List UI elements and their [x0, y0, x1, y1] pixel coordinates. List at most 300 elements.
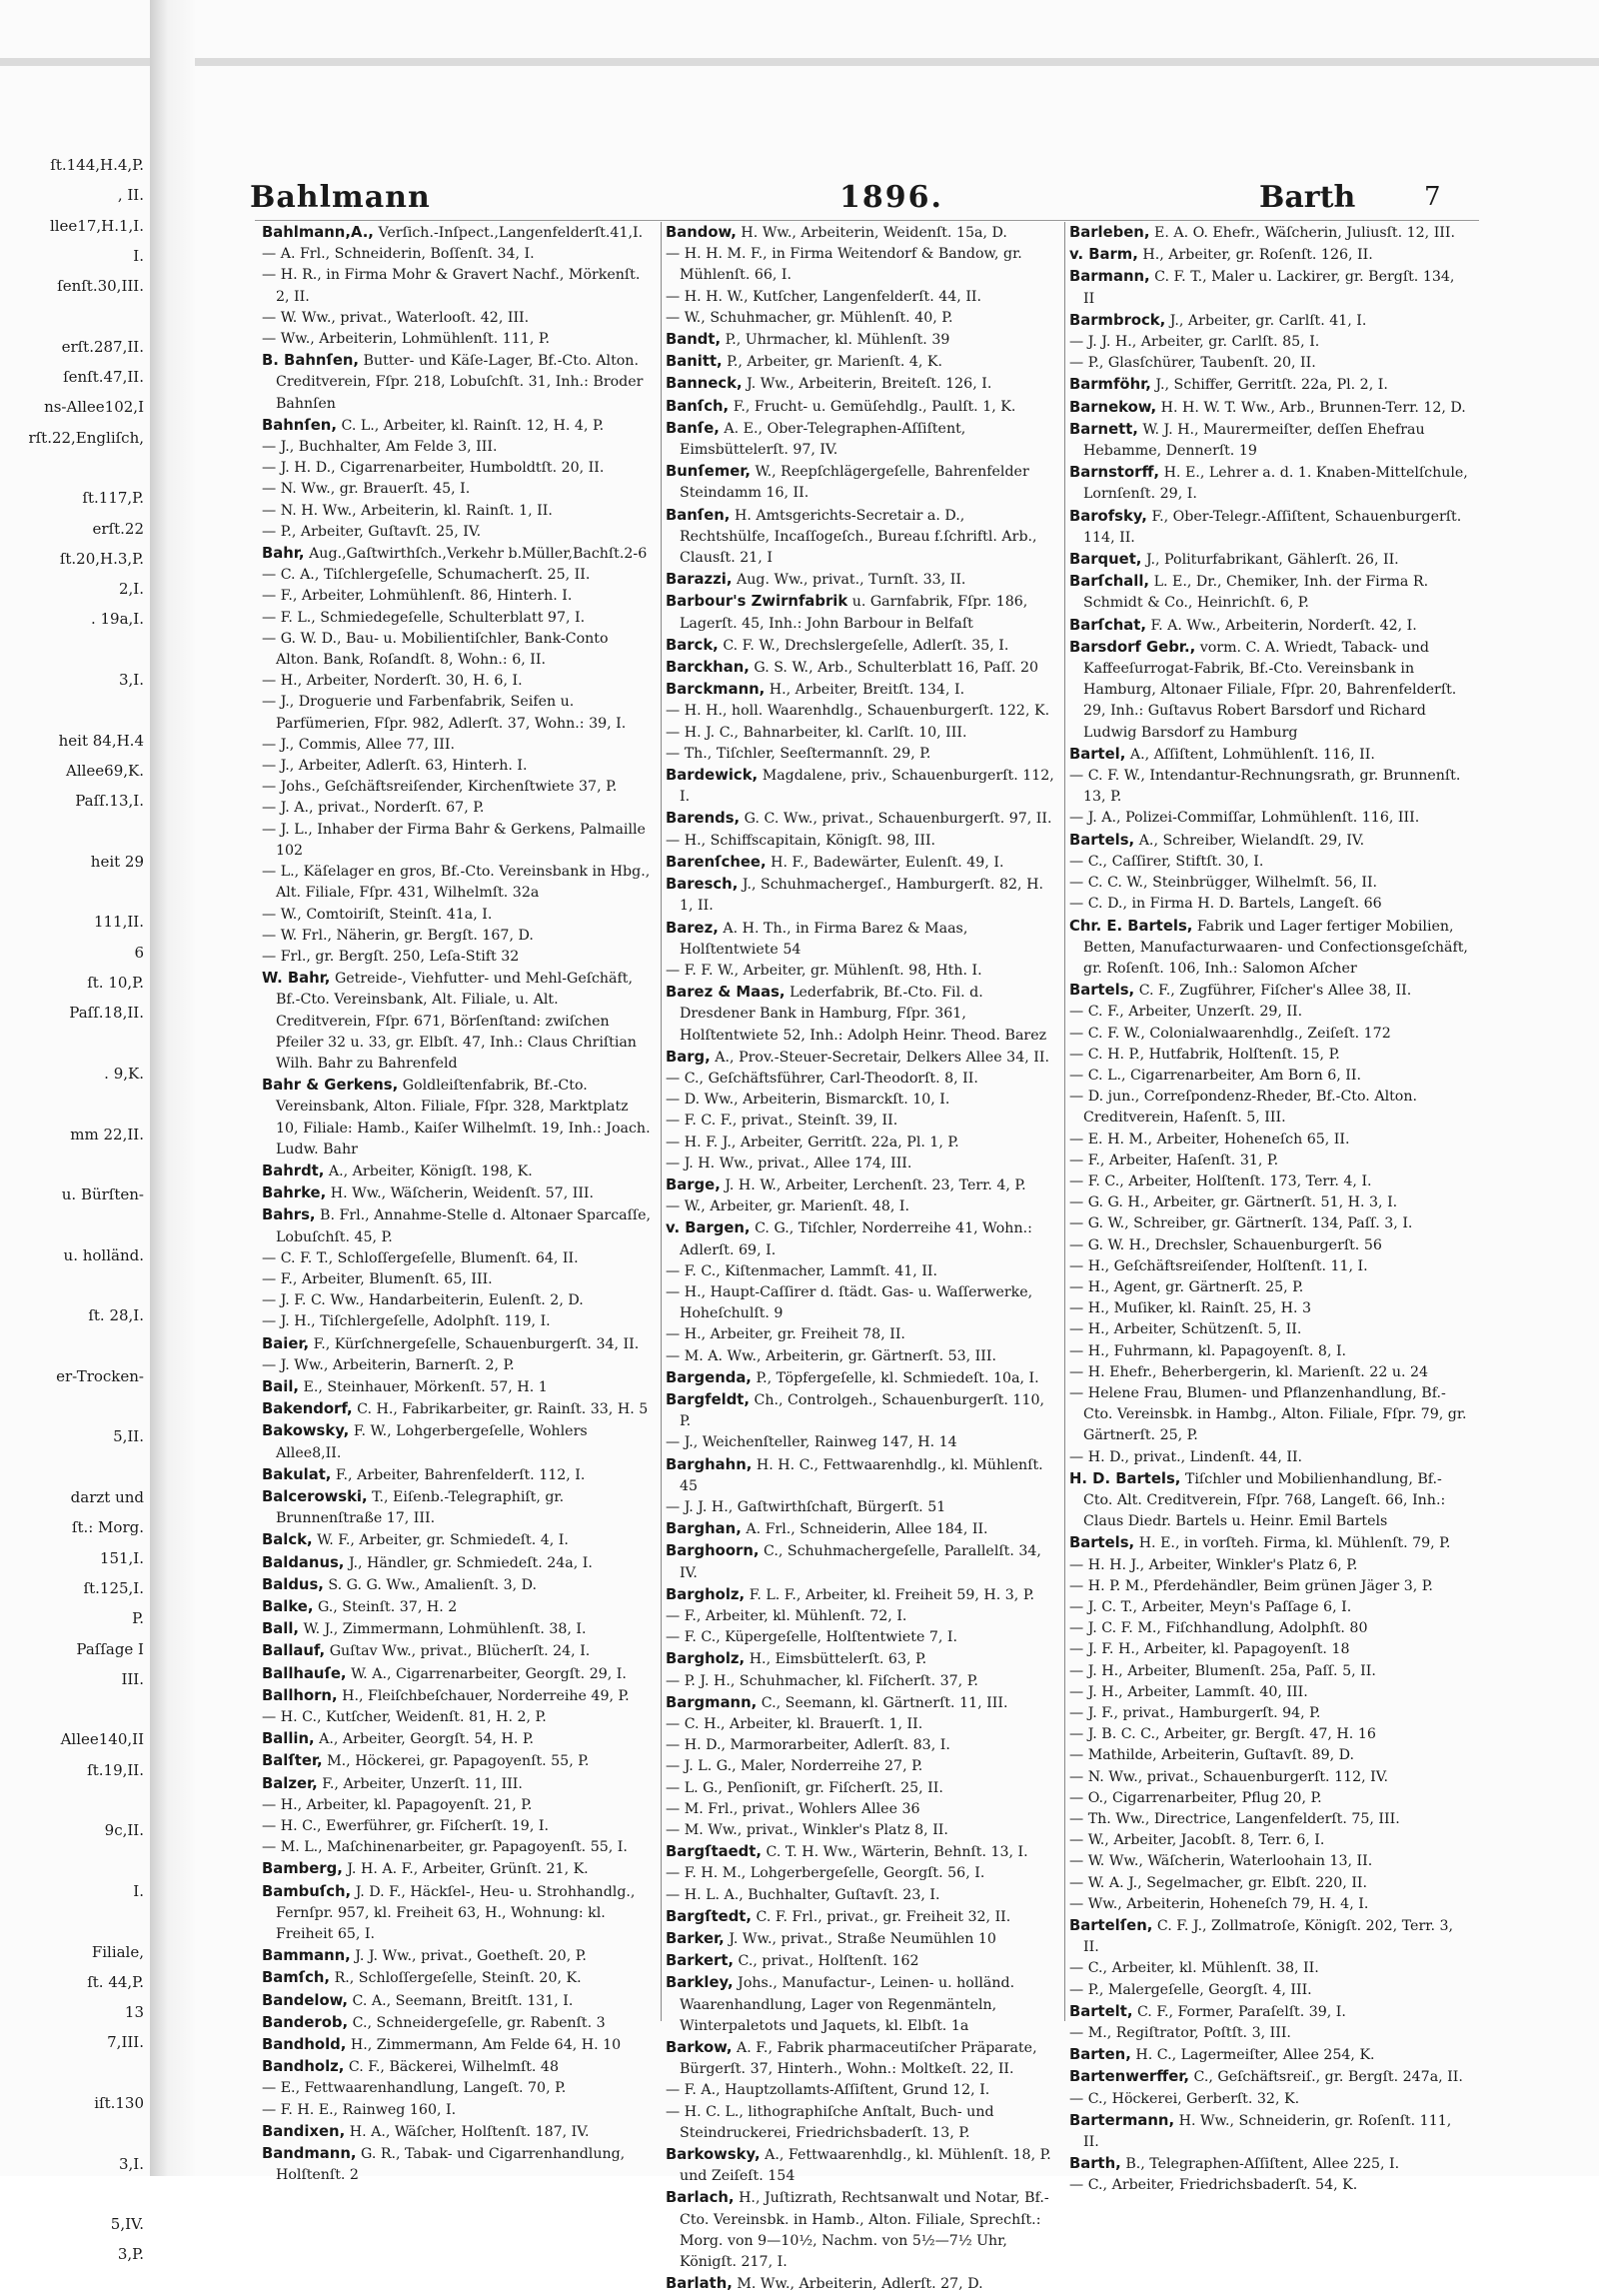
directory-entry	[262, 798, 654, 819]
directory-entry	[1069, 1192, 1469, 1213]
entry-details: H. Ww., Wäſcherin, Weidenſt. 57, III.	[330, 1185, 595, 1202]
entry-details: J. J. Ww., privat., Goetheſt. 20, P.	[355, 1948, 587, 1965]
entry-details: B., Telegraphen-Aſſiſtent, Allee 225, I.	[1125, 2156, 1400, 2173]
directory-entry	[262, 1795, 654, 1816]
directory-entry	[262, 1529, 654, 1551]
entry-details: M., Höckerei, gr. Papagoyenſt. 55, P.	[327, 1753, 590, 1770]
entry-surname: Barth,	[1069, 2155, 1121, 2173]
left-page-line	[0, 1209, 150, 1239]
entry-surname: Barge,	[666, 1175, 721, 1193]
entry-details: — J. J. H., Gaſtwirthſchaft, Bürgerſt. 51	[666, 1498, 946, 1515]
directory-entry	[262, 479, 654, 500]
left-page-line: 111,II.	[93, 913, 144, 932]
directory-entry	[1069, 1447, 1469, 1468]
directory-entry	[262, 244, 654, 265]
directory-entry	[262, 926, 654, 947]
entry-surname: Barckhan,	[666, 659, 750, 677]
directory-entry	[666, 1692, 1057, 1714]
directory-entry	[262, 820, 654, 862]
entry-surname: Barckmann,	[666, 681, 766, 699]
directory-entry	[1069, 571, 1469, 614]
entry-details: — J. F. C. Ww., Handarbeiterin, Eulenſt. 2, D.	[262, 1292, 584, 1309]
left-page-line: . 9,K.	[104, 1064, 144, 1083]
directory-entry	[262, 1618, 654, 1640]
entry-details: u. Garnfabrik, Fſpr. 186, Lagerſt. 45, Inh.: John Barbour in Belfaſt	[680, 594, 1028, 632]
directory-entry	[666, 1174, 1057, 1196]
entry-details: — H. D., Marmorarbeiter, Adlerſt. 83, I.	[666, 1737, 950, 1754]
entry-details: A. Frl., Schneiderin, Allee 184, II.	[746, 1521, 988, 1538]
header-left-catchword: Bahlmann	[250, 180, 431, 215]
directory-entry	[262, 756, 654, 777]
left-page-fragment	[0, 150, 150, 2264]
entry-surname: Bartelſen,	[1069, 1917, 1153, 1935]
entry-details: Johs., Manufactur-, Leinen- u. holländ. Waarenhandlung, Lager von Regenmänteln, Winterpaletots und Jaquets, kl. Elbſt. 1a	[680, 1975, 1015, 2034]
directory-entry	[262, 1663, 654, 1685]
directory-entry	[262, 2034, 654, 2056]
entry-details: — C. L., Cigarrenarbeiter, Am Born 6, II.	[1069, 1067, 1362, 1084]
entry-details: — W. Frl., Näherin, gr. Bergſt. 167, D.	[262, 927, 534, 944]
entry-details: H. C., Lagermeiſter, Allee 254, K.	[1135, 2047, 1375, 2064]
entry-surname: Bamſch,	[262, 1969, 331, 1987]
directory-entry	[262, 1248, 654, 1269]
entry-details: M. Ww., Arbeiterin, Adlerſt. 27, D.	[737, 2276, 983, 2293]
entry-surname: Balcerowski,	[262, 1487, 368, 1505]
directory-entry	[666, 2037, 1057, 2080]
entry-details: — H., Muſiker, kl. Rainſt. 25, H. 3	[1069, 1300, 1312, 1317]
directory-entry	[666, 657, 1057, 679]
directory-entry	[666, 1432, 1057, 1453]
directory-entry	[1069, 1809, 1469, 1830]
directory-entry	[1069, 222, 1469, 244]
entry-details: — W. A. J., Segelmacher, gr. Elbſt. 220, II.	[1069, 1874, 1368, 1891]
left-page-line: Allee69,K.	[65, 761, 144, 780]
entry-surname: Bartermann,	[1069, 2111, 1175, 2129]
entry-details: — J., Weichenſteller, Rainweg 147, H. 14	[666, 1434, 957, 1451]
left-page-line: 7,III.	[107, 2033, 144, 2052]
entry-details: — J. L., Inhaber der Firma Bahr & Gerkens, Palmaille 102	[262, 821, 646, 859]
left-page-line: I.	[133, 1881, 144, 1900]
directory-entry	[1069, 549, 1469, 571]
directory-entry	[262, 1773, 654, 1795]
left-page-line	[0, 2118, 150, 2148]
left-page-line	[0, 1391, 150, 1421]
entry-details: W. J. H., Maurermeiſter, deſſen Ehefrau Hebamme, Dennerſt. 19	[1083, 421, 1425, 460]
entry-surname: Ballin,	[262, 1730, 315, 1748]
entry-details: — J. H. Ww., privat., Allee 174, III.	[666, 1154, 912, 1171]
entry-surname: Balzer,	[262, 1774, 318, 1792]
entry-details: C., privat., Holſtenſt. 162	[738, 1953, 919, 1970]
entry-details: — J. Ww., Arbeiterin, Barnerſt. 2, P.	[262, 1356, 515, 1373]
entry-surname: Barſchall,	[1069, 573, 1150, 591]
entry-details: — H. Ehefr., Beherbergerin, kl. Marienſt. 22 u. 24	[1069, 1363, 1429, 1380]
directory-entry	[262, 2121, 654, 2143]
directory-entry	[1069, 1703, 1469, 1724]
entry-details: H. H. W. T. Ww., Arb., Brunnen-Terr. 12, D.	[1160, 399, 1466, 416]
left-page-line: heit 84,H.4	[58, 731, 144, 750]
directory-entry	[1069, 1319, 1469, 1340]
directory-entry	[666, 1389, 1057, 1432]
entry-details: — M. Ww., privat., Winkler's Platz 8, II.	[666, 1822, 948, 1839]
entry-surname: Barkow,	[666, 2039, 733, 2057]
entry-surname: Bandt,	[666, 331, 722, 349]
entry-details: C. F. T., Maler u. Lackirer, gr. Bergſt. 134, II	[1083, 269, 1455, 307]
left-page-line: darzt und	[70, 1488, 144, 1507]
left-page-line: Allee140,II	[60, 1730, 144, 1749]
directory-entry	[1069, 1661, 1469, 1682]
entry-details: — H., Arbeiter, kl. Papagoyenſt. 21, P.	[262, 1796, 533, 1813]
entry-surname: Ballhauſe,	[262, 1664, 347, 1682]
entry-surname: Barghoorn,	[666, 1542, 760, 1560]
entry-surname: Barmbrock,	[1069, 311, 1166, 329]
entry-details: — H. R., in Firma Mohr & Gravert Nachf., Mörkenſt. 2, II.	[262, 267, 641, 305]
directory-entry	[262, 543, 654, 565]
entry-details: — M. L., Maſchinenarbeiter, gr. Papagoyenſt. 55, I.	[262, 1839, 628, 1856]
entry-details: J. H. W., Arbeiter, Lerchenſt. 23, Terr. 4, P.	[725, 1176, 1026, 1193]
entry-details: — J., Arbeiter, Adlerſt. 63, Hinterh. I.	[262, 758, 528, 775]
directory-entry	[262, 1881, 654, 1946]
entry-details: H. A., Wäſcher, Holſtenſt. 187, IV.	[349, 2123, 590, 2140]
entry-details: G. C. Ww., privat., Schauenburgerſt. 97, II.	[744, 811, 1052, 828]
entry-surname: Bargmann,	[666, 1693, 758, 1711]
directory-entry	[666, 744, 1057, 765]
entry-details: — P., Arbeiter, Guſtavſt. 25, IV.	[262, 523, 482, 540]
entry-surname: Bargſtaedt,	[666, 1843, 762, 1861]
entry-details: A. E., Ober-Telegraphen-Aſſiſtent, Eimsbüttelerſt. 97, IV.	[680, 420, 966, 459]
entry-details: — J., Buchhalter, Am Felde 3, III.	[262, 439, 498, 456]
directory-entry	[666, 1346, 1057, 1367]
entry-details: P., Töpfergeſelle, kl. Schmiedeſt. 10a, I.	[756, 1369, 1039, 1386]
entry-details: H., Eimsbüttelerſt. 63, P.	[749, 1651, 927, 1668]
entry-details: A., Fettwaarenhdlg., kl. Mühlenſt. 18, P. und Zeiſeſt. 154	[680, 2147, 1051, 2185]
entry-surname: Bandmann,	[262, 2145, 357, 2163]
directory-entry	[666, 1584, 1057, 1606]
entry-details: G. S. W., Arb., Schulterblatt 16, Paſſ. 20	[754, 660, 1039, 677]
entry-details: A. F., Fabrik pharmaceutiſcher Präparate, Bürgerſt. 37, Hinterh., Wohn.: Moltkeſt. 22, II.	[680, 2040, 1037, 2078]
directory-entry	[262, 1269, 654, 1290]
directory-entry	[666, 1047, 1057, 1069]
entry-details: — J., Droguerie und Farbenfabrik, Seifen u. Parfümerien, Fſpr. 982, Adlerſt. 37, Wohn.: 39, I.	[262, 694, 627, 732]
left-page-line	[0, 1331, 150, 1361]
directory-entry	[1069, 1213, 1469, 1234]
entry-details: — P., Glasſchürer, Taubenſt. 20, II.	[1069, 355, 1316, 372]
directory-entry	[1069, 2153, 1469, 2175]
directory-entry	[1069, 1341, 1469, 1362]
entry-details: — F., Arbeiter, Blumenſt. 65, III.	[262, 1270, 493, 1287]
left-page-line	[0, 301, 150, 331]
directory-entry	[262, 671, 654, 692]
directory-entry	[666, 222, 1057, 244]
entry-details: G. R., Tabak- und Cigarrenhandlung, Holſtenſt. 2	[276, 2146, 626, 2184]
directory-entry	[1069, 1745, 1469, 1766]
directory-entry	[666, 505, 1057, 570]
directory-entry	[1069, 1767, 1469, 1788]
directory-entry	[1069, 637, 1469, 744]
entry-details: — H. P. M., Pferdehändler, Beim grünen Jäger 3, P.	[1069, 1577, 1433, 1594]
entry-surname: Bahrke,	[262, 1184, 327, 1202]
entry-details: — C. C. W., Steinbrügger, Wilhelmſt. 56, II.	[1069, 875, 1378, 892]
directory-entry	[1069, 1958, 1469, 1979]
entry-details: — W., Comtoiriſt, Steinſt. 41a, I.	[262, 906, 493, 923]
left-page-line	[0, 2179, 150, 2209]
entry-details: Guſtav Ww., privat., Blücherſt. 24, I.	[329, 1643, 591, 1660]
directory-entry	[262, 437, 654, 458]
left-page-line: 3,P.	[117, 2245, 144, 2264]
entry-surname: W. Bahr,	[262, 970, 331, 988]
page-header	[250, 180, 1479, 220]
entry-details: — Ww., Arbeiterin, Hoheneſch 79, H. 4, I.	[1069, 1895, 1369, 1912]
entry-details: — M. A. Ww., Arbeiterin, gr. Gärtnerſt. 53, III.	[666, 1347, 996, 1364]
entry-details: — G. W., Schreiber, gr. Gärtnerſt. 134, Paſſ. 3, I.	[1069, 1215, 1413, 1232]
left-page-line: I.	[133, 246, 144, 265]
directory-entry	[262, 1640, 654, 1662]
entry-surname: Ballauf,	[262, 1642, 326, 1660]
entry-details: — H. D., privat., Lindenſt. 44, II.	[1069, 1448, 1303, 1465]
entry-details: F., Ober-Telegr.-Aſſiſtent, Schauenburgerſt. 114, II.	[1083, 508, 1462, 546]
header-right-catchword: Barth	[1259, 180, 1356, 215]
entry-surname: Bargenda,	[666, 1368, 752, 1386]
left-page-line	[0, 635, 150, 665]
entry-details: H. Ww., Schneiderin, gr. Roſenſt. 111, II.	[1083, 2112, 1452, 2151]
directory-entry	[666, 2187, 1057, 2273]
left-page-line: ſt.144,H.4,P.	[50, 156, 144, 174]
directory-entry	[666, 982, 1057, 1047]
directory-entry	[1069, 1087, 1469, 1129]
left-page-line: u. Bürſten-	[61, 1185, 144, 1204]
directory-entry	[262, 329, 654, 350]
directory-entry	[262, 1858, 654, 1880]
entry-details: — N. Ww., privat., Schauenburgerſt. 112, IV.	[1069, 1768, 1389, 1785]
entry-details: H. H. C., Fettwaarenhdlg., kl. Mühlenſt. 45	[680, 1456, 1043, 1494]
directory-entry	[262, 2056, 654, 2078]
directory-entry	[1069, 894, 1469, 915]
entry-surname: Bartels,	[1069, 1534, 1135, 1552]
entry-details: — J., Commis, Allee 77, III.	[262, 736, 455, 753]
directory-entry	[666, 461, 1057, 504]
entry-details: — H., Agent, gr. Gärtnerſt. 25, P.	[1069, 1278, 1304, 1295]
entry-details: A., Arbeiter, Georgſt. 54, H. P.	[319, 1731, 535, 1748]
directory-entry	[262, 1945, 654, 1967]
directory-entry	[1069, 374, 1469, 396]
directory-entry	[262, 522, 654, 543]
entry-details: — H., Arbeiter, Norderſt. 30, H. 6, I.	[262, 673, 523, 690]
entry-details: — Johs., Geſchäftsreiſender, Kirchenſtwiete 37, P.	[262, 779, 618, 796]
left-page-line: 5,IV.	[110, 2215, 144, 2234]
entry-details: — J. A., privat., Norderſt. 67, P.	[262, 800, 485, 817]
directory-entry	[666, 1756, 1057, 1777]
entry-surname: Baldanus,	[262, 1553, 345, 1571]
directory-column-2	[666, 222, 1057, 2293]
entry-details: Tiſchler und Mobilienhandlung, Bf.-Cto. Alt. Creditverein, Fſpr. 768, Langeſt. 66, Inh.: Claus Diedr. Bartels u. Heinr. Emil Bartels	[1083, 1470, 1446, 1530]
directory-entry	[262, 501, 654, 522]
directory-entry	[666, 918, 1057, 961]
entry-surname: Barker,	[666, 1930, 725, 1948]
entry-details: — H. H. M. F., in Firma Weitendorf & Bandow, gr. Mühlenſt. 66, I.	[666, 246, 1022, 284]
entry-details: — J. H., Tiſchlergeſelle, Adolphſt. 119, I.	[262, 1313, 551, 1330]
directory-entry	[1069, 1639, 1469, 1660]
entry-surname: Bammann,	[262, 1947, 351, 1965]
entry-details: C., Seemann, kl. Gärtnerſt. 11, III.	[761, 1694, 1008, 1711]
entry-surname: Barbour's Zwirnfabrik	[666, 593, 848, 611]
entry-details: — C. H. P., Hutfabrik, Holſtenſt. 15, P.	[1069, 1046, 1340, 1063]
entry-details: A., Aſſiſtent, Lohmühlenſt. 116, II.	[1129, 746, 1375, 763]
column-divider	[661, 222, 662, 2021]
left-page-line: 3,I.	[118, 2154, 144, 2173]
entry-details: W. F., Arbeiter, gr. Schmiedeſt. 4, I.	[317, 1532, 569, 1549]
left-page-line: 9c,II.	[104, 1821, 144, 1840]
directory-entry	[1069, 744, 1469, 766]
entry-details: H., Arbeiter, Breitſt. 134, I.	[769, 682, 965, 699]
entry-details: — F. F. W., Arbeiter, gr. Mühlenſt. 98, Hth. I.	[666, 962, 982, 979]
entry-details: H., Fleiſchbeſchauer, Norderreihe 49, P.	[342, 1687, 630, 1704]
entry-details: — W., Schuhmacher, gr. Mühlenſt. 40, P.	[666, 309, 953, 326]
entry-details: C. F., Zugführer, Fiſcher's Allee 38, II.	[1138, 983, 1412, 1000]
entry-details: F., Kürſchnergeſelle, Schauenburgerſt. 34, II.	[313, 1335, 640, 1352]
entry-surname: Barſchat,	[1069, 616, 1146, 634]
directory-entry	[1069, 1873, 1469, 1894]
left-page-line: ns-Allee102,I	[44, 398, 144, 417]
directory-entry	[1069, 2089, 1469, 2110]
entry-surname: Barnekow,	[1069, 398, 1157, 416]
entry-surname: Bartels,	[1069, 982, 1135, 1000]
entry-details: H., Arbeiter, gr. Roſenſt. 126, II.	[1142, 247, 1373, 264]
left-page-line: erſt.287,II.	[61, 337, 144, 356]
entry-details: — F., Arbeiter, Lohmühlenſt. 86, Hinterh. I.	[262, 588, 573, 605]
entry-surname: Bahr & Gerkens,	[262, 1077, 399, 1095]
directory-column-1	[262, 222, 654, 2184]
entry-details: — H., Fuhrmann, kl. Papagoyenſt. 8, I.	[1069, 1342, 1347, 1359]
directory-entry	[1069, 419, 1469, 462]
directory-entry	[1069, 1682, 1469, 1703]
directory-entry	[666, 1799, 1057, 1820]
entry-details: — G. G. H., Arbeiter, gr. Gärtnerſt. 51, H. 3, I.	[1069, 1194, 1398, 1211]
left-page-line: ſenſt.47,II.	[63, 368, 144, 387]
left-page-line	[0, 1694, 150, 1724]
entry-details: — C., Caſſirer, Stiftſt. 30, I.	[1069, 853, 1264, 870]
entry-surname: Barten,	[1069, 2046, 1131, 2064]
entry-surname: Barck,	[666, 636, 719, 654]
column-divider	[1064, 222, 1065, 2021]
left-page-line: rſt.22,Engliſch,	[28, 428, 144, 447]
entry-details: — G. W. H., Drechsler, Schauenburgerſt. 56	[1069, 1236, 1382, 1253]
directory-entry	[666, 1606, 1057, 1627]
directory-entry	[666, 1153, 1057, 1174]
entry-details: F., Frucht- u. Gemüſehdlg., Paulſt. 1, K.	[733, 398, 1016, 415]
directory-entry	[1069, 1277, 1469, 1298]
directory-entry	[262, 1182, 654, 1204]
directory-entry	[262, 947, 654, 968]
directory-entry	[666, 1735, 1057, 1756]
directory-entry	[666, 1497, 1057, 1518]
entry-details: — H. C., Kutſcher, Weidenſt. 81, H. 2, P.	[262, 1709, 547, 1726]
entry-details: — H., Geſchäftsreiſender, Holſtenſt. 11, I.	[1069, 1257, 1368, 1274]
entry-details: — H. C., Ewerführer, gr. Fiſcherſt. 19, I.	[262, 1818, 549, 1835]
entry-surname: v. Barm,	[1069, 246, 1138, 264]
directory-entry	[262, 2143, 654, 2186]
directory-entry	[666, 591, 1057, 634]
entry-surname: Bargfeldt,	[666, 1390, 750, 1408]
left-page-line	[0, 1906, 150, 1936]
entry-details: — C. A., Tiſchlergeſelle, Schumacherſt. 25, II.	[262, 567, 591, 584]
left-page-line: III.	[121, 1669, 144, 1688]
directory-entry	[262, 350, 654, 415]
directory-entry	[666, 1133, 1057, 1153]
directory-entry	[262, 608, 654, 629]
entry-details: — H., Haupt-Caſſirer d. ſtädt. Gas- u. Waſſerwerke, Hoheſchulſt. 9	[666, 1283, 1033, 1322]
directory-entry	[666, 1928, 1057, 1950]
directory-entry	[1069, 2023, 1469, 2044]
entry-details: H. E., in vorſteh. Firma, kl. Mühlenſt. 79, P.	[1138, 1535, 1451, 1552]
directory-entry	[666, 635, 1057, 657]
entry-details: — W., Arbeiter, gr. Marienſt. 48, I.	[666, 1198, 910, 1215]
entry-surname: Banſen,	[666, 506, 731, 524]
directory-entry	[666, 373, 1057, 395]
directory-entry	[262, 692, 654, 734]
left-page-line: Paſſage I	[76, 1639, 144, 1658]
left-page-line: iſt.130	[94, 2094, 144, 2112]
left-page-line	[0, 877, 150, 907]
entry-details: C. F. W., Drechslergeſelle, Adlerſt. 35, I.	[723, 637, 1009, 654]
entry-details: vorm. C. A. Wriedt, Taback- und Kaffeeſurrogat-Fabrik, Bf.-Cto. Vereinsbank in Hamburg, Altonaer Filiale, Fſpr. 20, Bahrenfelderſt. 29, Inh.: Guſtavus Robert Barsdorf und Richard Ludwig Barsdorf zu Hamburg	[1083, 639, 1457, 741]
left-page-line	[0, 817, 150, 847]
left-page-line: 6	[134, 943, 144, 962]
entry-details: A., Schreiber, Wielandſt. 29, IV.	[1138, 832, 1365, 849]
left-page-line: ſt.19,II.	[87, 1760, 144, 1779]
directory-entry	[666, 1111, 1057, 1132]
book-gutter	[150, 0, 195, 2176]
entry-surname: Barquet,	[1069, 551, 1142, 569]
entry-details: C. A., Seemann, Breitſt. 131, I.	[352, 1992, 574, 2009]
entry-details: — C., Geſchäftsführer, Carl-Theodorſt. 8, II.	[666, 1070, 978, 1087]
left-page-line: P.	[132, 1609, 144, 1628]
directory-entry	[262, 415, 654, 437]
entry-details: — Frl., gr. Bergſt. 250, Leſa-Stift 32	[262, 948, 520, 965]
entry-details: — M. Frl., privat., Wohlers Allee 36	[666, 1800, 920, 1817]
entry-details: C., Schuhmachergeſelle, Parallelſt. 34, IV.	[680, 1543, 1041, 1581]
entry-details: W., Reepſchlägergeſelle, Bahrenfelder Steindamm 16, II.	[680, 464, 1029, 502]
directory-entry	[666, 765, 1057, 808]
directory-entry	[1069, 266, 1469, 309]
entry-surname: Balke,	[262, 1598, 314, 1615]
directory-entry	[262, 1204, 654, 1247]
entry-details: A., Arbeiter, Königſt. 198, K.	[328, 1162, 533, 1179]
directory-entry	[666, 351, 1057, 373]
left-page-line	[0, 1452, 150, 1482]
entry-surname: Bartels,	[1069, 831, 1135, 849]
entry-details: R., Schloſſergeſelle, Steinſt. 20, K.	[334, 1970, 582, 1987]
entry-surname: Baier,	[262, 1334, 310, 1352]
directory-entry	[262, 1311, 654, 1332]
entry-surname: Bail,	[262, 1377, 300, 1395]
directory-entry	[1069, 1150, 1469, 1171]
entry-surname: Banderob,	[262, 2013, 349, 2031]
directory-entry	[666, 1540, 1057, 1583]
entry-surname: Barends,	[666, 810, 741, 828]
directory-entry	[666, 1196, 1057, 1217]
directory-entry	[262, 2078, 654, 2099]
directory-entry	[262, 265, 654, 307]
entry-surname: Ballhorn,	[262, 1686, 338, 1704]
entry-details: — N. Ww., gr. Brauerſt. 45, I.	[262, 481, 471, 498]
entry-surname: Barnett,	[1069, 420, 1138, 438]
entry-details: — E. H. M., Arbeiter, Hoheneſch 65, II.	[1069, 1131, 1350, 1148]
entry-details: C. F. Frl., privat., gr. Freiheit 32, II.	[756, 1908, 1011, 1925]
left-page-line: 2,I.	[118, 580, 144, 599]
entry-details: J., Schiffer, Gerritſt. 22a, Pl. 2, I.	[1155, 377, 1388, 394]
directory-entry	[262, 1355, 654, 1376]
left-page-line: llee17,H.1,I.	[49, 216, 144, 235]
left-page-line: 5,II.	[113, 1427, 144, 1446]
left-page-line: ſt.20,H.3,P.	[59, 549, 144, 568]
